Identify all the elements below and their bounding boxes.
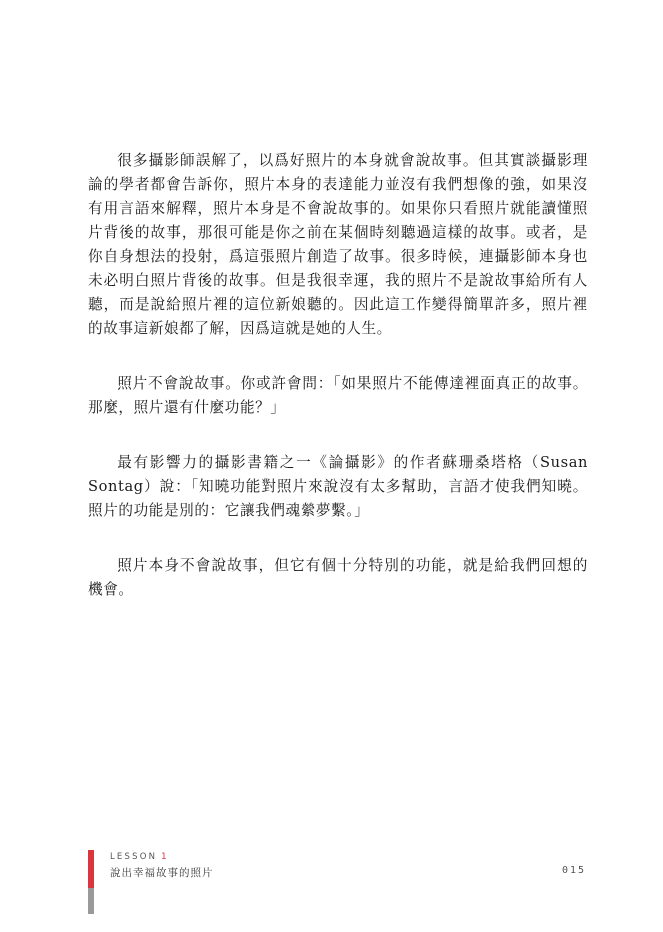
lesson-word: LESSON (110, 852, 158, 862)
lesson-number: 1 (161, 852, 167, 862)
footer-gray-bar (88, 888, 94, 914)
lesson-label (110, 852, 167, 862)
page-footer (88, 850, 588, 914)
page-number: 015 (561, 865, 586, 876)
paragraph-1: 很多攝影師誤解了，以爲好照片的本身就會說故事。但其實談攝影理論的學者都會告訴你，照片本身的表達能力並沒有我們想像的強，如果沒有用言語來解釋，照片本身是不會說故事的。如果你只看照片就能讀懂照片背後的故事，那很可能是你之前在某個時刻聽過這樣的故事。或者，是你自身想法的投射，爲這張照片創造了故事。很多時候，連攝影師本身也未必明白照片背後的故事。但是我很幸運，我的照片不是說故事給所有人聽，而是說給照片裡的這位新娘聽的。因此這工作變得簡單許多，照片裡的故事這新娘都了解，因爲這就是她的人生。 (88, 152, 588, 337)
footer-accent-bar (88, 850, 94, 888)
paragraph-2: 照片不會說故事。你或許會問：「如果照片不能傳達裡面真正的故事。那麼，照片還有什麼功能？」 (88, 375, 588, 416)
paragraph-4: 照片本身不會說故事，但它有個十分特別的功能，就是給我們回想的機會。 (88, 557, 588, 598)
chapter-title: 說出幸福故事的照片 (110, 867, 214, 879)
body-text (88, 149, 588, 633)
paragraph-3: 最有影響力的攝影書籍之一《論攝影》的作者蘇珊桑塔格（Susan Sontag）說：「知曉功能對照片來說沒有太多幫助，言語才使我們知曉。照片的功能是別的：它讓我們魂縈夢繫。」 (88, 454, 588, 519)
